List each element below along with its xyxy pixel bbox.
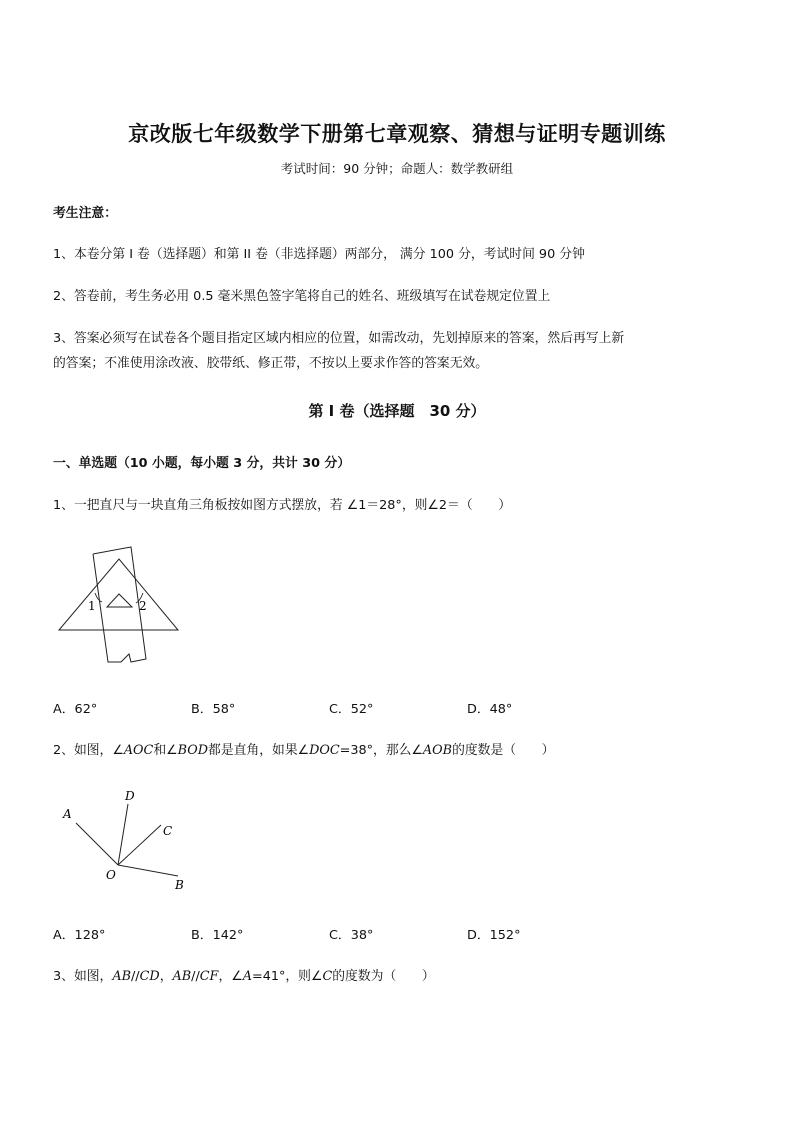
q1-option-a[interactable]: A．62° bbox=[53, 702, 98, 717]
q2-option-c[interactable]: C．38° bbox=[329, 928, 374, 943]
notice-item-3-line1: 3、答案必须写在试卷各个题目指定区域内相应的位置，如需改动，先划掉原来的答案，然后再写上新 bbox=[53, 331, 625, 346]
question-1-options bbox=[53, 698, 605, 717]
q2-option-b[interactable]: B．142° bbox=[191, 928, 244, 943]
page-title: 京改版七年级数学下册第七章观察、猜想与证明专题训练 bbox=[128, 121, 666, 146]
ray-od bbox=[118, 804, 128, 865]
question-3-text: 3、如图，AB//CD，AB//CF，∠A=41°，则∠C的度数为（ ） bbox=[53, 969, 435, 984]
angle-1-label: 1 bbox=[88, 599, 96, 613]
point-o-label: O bbox=[106, 868, 116, 882]
point-b-label: B bbox=[175, 878, 184, 892]
q1-option-b[interactable]: B．58° bbox=[191, 702, 236, 717]
section-heading: 一、单选题（10 小题，每小题 3 分，共计 30 分） bbox=[53, 456, 351, 471]
question-1-text: 1、一把直尺与一块直角三角板按如图方式摆放，若 ∠1＝28°，则∠2＝（ ） bbox=[53, 498, 512, 513]
ray-ob bbox=[118, 865, 178, 876]
notice-heading: 考生注意： bbox=[53, 206, 117, 221]
point-c-label: C bbox=[163, 824, 173, 838]
point-a-label: A bbox=[63, 807, 72, 821]
ray-oc bbox=[118, 825, 161, 865]
question-1-figure bbox=[50, 535, 190, 670]
notice-item-2: 2、答卷前，考生务必用 0.5 毫米黑色签字笔将自己的姓名、班级填写在试卷规定位置上 bbox=[53, 289, 551, 304]
q2-option-a[interactable]: A．128° bbox=[53, 928, 106, 943]
ray-oa bbox=[76, 823, 118, 865]
q1-option-d[interactable]: D．48° bbox=[467, 702, 513, 717]
angle-2-label: 2 bbox=[139, 599, 147, 613]
q2-option-d[interactable]: D．152° bbox=[467, 928, 521, 943]
question-2-text: 2、如图，∠AOC和∠BOD都是直角，如果∠DOC=38°，那么∠AOB的度数是（ ） bbox=[53, 743, 555, 758]
question-2-figure bbox=[55, 783, 195, 898]
part-1-title: 第 I 卷（选择题 30 分） bbox=[308, 402, 486, 420]
point-d-label: D bbox=[125, 789, 135, 803]
q1-option-c[interactable]: C．52° bbox=[329, 702, 374, 717]
notice-item-3-line2: 的答案；不准使用涂改液、胶带纸、修正带，不按以上要求作答的答案无效。 bbox=[53, 356, 489, 371]
exam-info: 考试时间：90 分钟；命题人：数学教研组 bbox=[280, 161, 514, 176]
notice-item-1: 1、本卷分第 I 卷（选择题）和第 II 卷（非选择题）两部分， 满分 100 分，考试时间 90 分钟 bbox=[53, 247, 585, 262]
inner-triangle-shape bbox=[107, 594, 132, 607]
question-2-options bbox=[53, 924, 605, 943]
